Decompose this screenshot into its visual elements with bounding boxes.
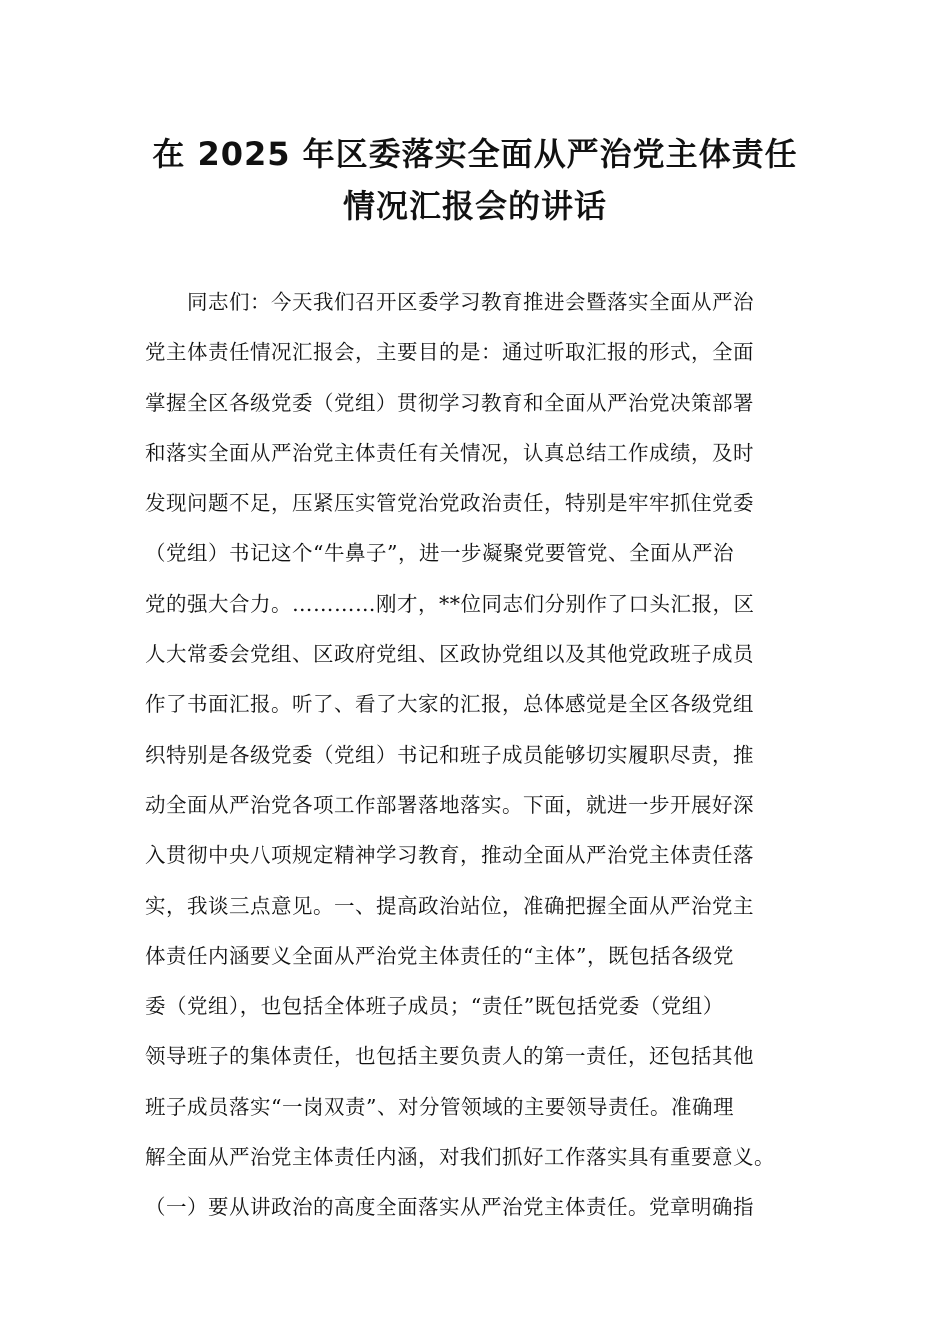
body-line: 同志们：今天我们召开区委学习教育推进会暨落实全面从严治 <box>187 290 754 314</box>
body-line: （党组）书记这个“牛鼻子”，进一步凝聚党要管党、全面从严治 <box>145 541 734 566</box>
body-line: 委（党组），也包括全体班子成员；“责任”既包括党委（党组） <box>145 994 724 1019</box>
body-line: 实，我谈三点意见。一、提高政治站位，准确把握全面从严治党主 <box>145 893 754 918</box>
body-line: 人大常委会党组、区政府党组、区政协党组以及其他党政班子成员 <box>145 642 754 667</box>
body-line: 掌握全区各级党委（党组）贯彻学习教育和全面从严治党决策部署 <box>145 390 754 415</box>
title-line-1: 在 2025 年区委落实全面从严治党主体责任 <box>152 135 798 173</box>
body-line: 作了书面汇报。听了、看了大家的汇报，总体感觉是全区各级党组 <box>145 692 754 717</box>
body-line: 入贯彻中央八项规定精神学习教育，推动全面从严治党主体责任落 <box>145 843 754 868</box>
body-line: 党的强大合力。…………刚才，**位同志们分别作了口头汇报，区 <box>145 591 755 616</box>
body-line: 班子成员落实“一岗双责”、对分管领域的主要领导责任。准确理 <box>145 1094 734 1119</box>
body-line: 解全面从严治党主体责任内涵，对我们抓好工作落实具有重要意义。 <box>145 1145 775 1170</box>
document-title <box>100 128 850 232</box>
body-line: （一）要从讲政治的高度全面落实从严治党主体责任。党章明确指 <box>145 1195 754 1220</box>
body-line: 织特别是各级党委（党组）书记和班子成员能够切实履职尽责，推 <box>145 742 754 767</box>
body-line: 党主体责任情况汇报会，主要目的是：通过听取汇报的形式，全面 <box>145 340 754 365</box>
title-line-2: 情况汇报会的讲话 <box>342 187 607 225</box>
body-line: 发现问题不足，压紧压实管党治党政治责任，特别是牢牢抓住党委 <box>145 491 754 516</box>
body-line: 体责任内涵要义全面从严治党主体责任的“主体”，既包括各级党 <box>145 943 734 968</box>
body-line: 和落实全面从严治党主体责任有关情况，认真总结工作成绩，及时 <box>145 440 754 465</box>
body-line: 领导班子的集体责任，也包括主要负责人的第一责任，还包括其他 <box>145 1044 754 1069</box>
document-body <box>145 277 821 1233</box>
body-line: 动全面从严治党各项工作部署落地落实。下面，就进一步开展好深 <box>145 792 754 817</box>
